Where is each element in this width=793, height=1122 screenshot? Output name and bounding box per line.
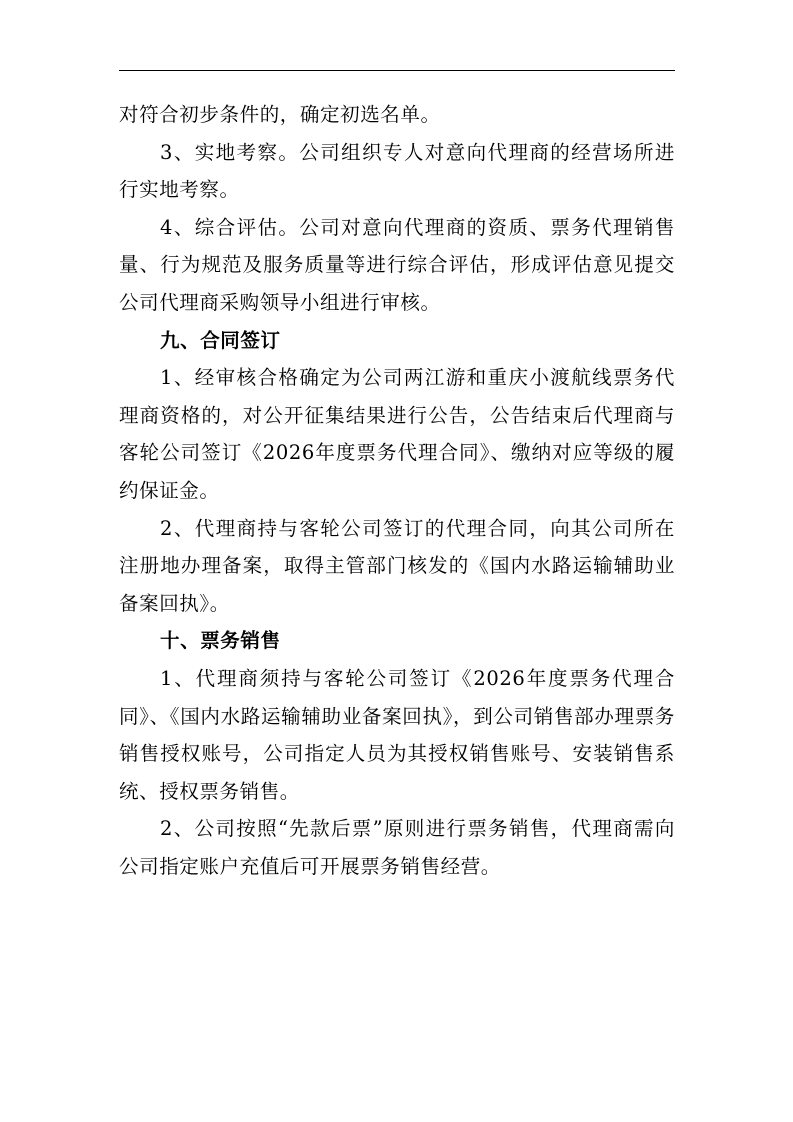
document-body <box>119 96 675 885</box>
paragraph-continuation: 对符合初步条件的，确定初选名单。 <box>119 103 441 126</box>
paragraph-contract-signing-1: 1、经审核合格确定为公司两江游和重庆小渡航线票务代理商资格的，对公开征集结果进行公告，公告结束后代理商与客轮公司签订《2026年度票务代理合同》、缴纳对应等级的履约保证金。 <box>119 366 675 502</box>
paragraph-ticket-sales-2: 2、公司按照“先款后票”原则进行票务销售，代理商需向公司指定账户充值后可开展票务销售经营。 <box>119 817 675 878</box>
paragraph-contract-signing-2: 2、代理商持与客轮公司签订的代理合同，向其公司所在注册地办理备案，取得主管部门核发的《国内水路运输辅助业备案回执》。 <box>119 516 675 615</box>
section-heading-ticket-sales: 十、票务销售 <box>160 629 281 653</box>
paragraph-ticket-sales-1: 1、代理商须持与客轮公司签订《2026年度票务代理合同》、《国内水路运输辅助业备案回执》，到公司销售部办理票务销售授权账号，公司指定人员为其授权销售账号、安装销售系统、授权票务销售。 <box>119 666 675 803</box>
paragraph-site-inspection: 3、实地考察。公司组织专人对意向代理商的经营场所进行实地考察。 <box>119 140 675 202</box>
header-rule <box>119 70 675 71</box>
section-heading-contract-signing: 九、合同签订 <box>160 328 281 352</box>
paragraph-comprehensive-evaluation: 4、综合评估。公司对意向代理商的资质、票务代理销售量、行为规范及服务质量等进行综合评估，形成评估意见提交公司代理商采购领导小组进行审核。 <box>119 215 675 314</box>
